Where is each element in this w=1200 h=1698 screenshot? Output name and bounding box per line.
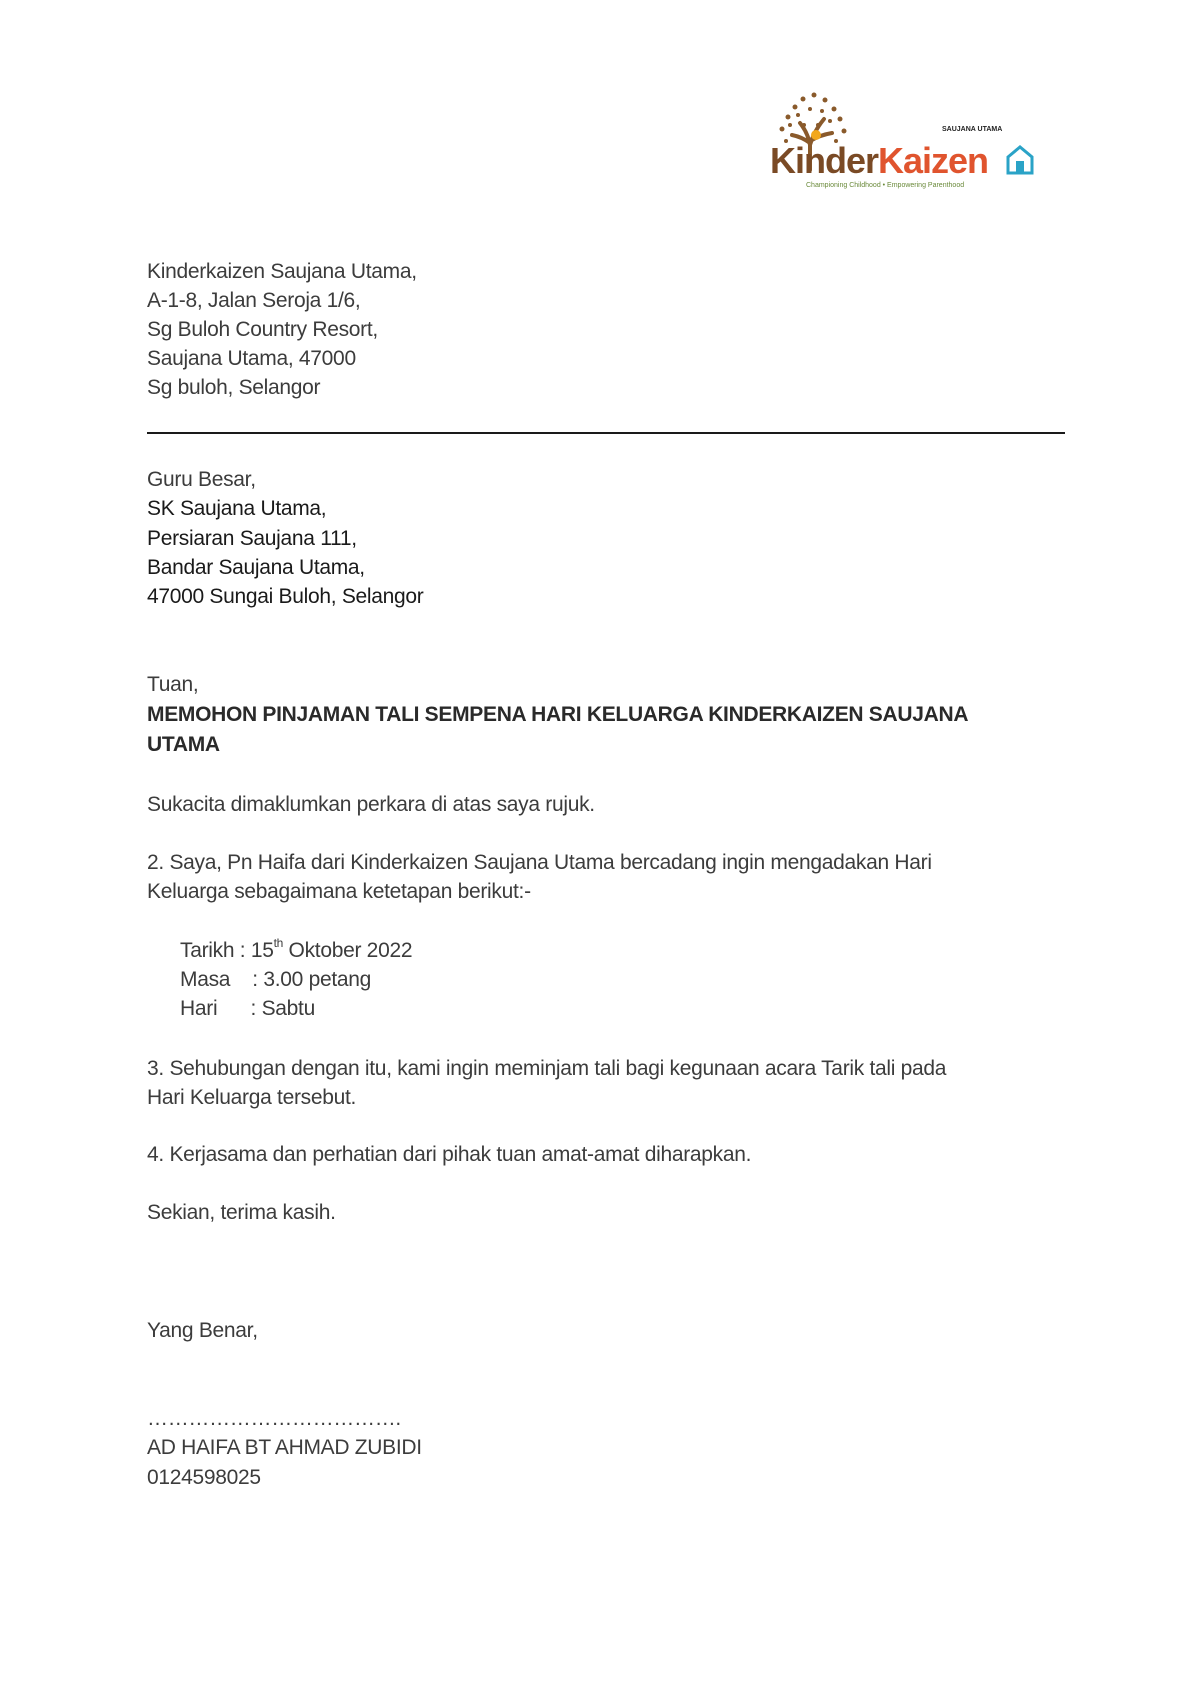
logo-brand-kinder: Kinder <box>770 140 879 181</box>
house-icon <box>1008 147 1032 173</box>
svg-text:KinderKaizen <box>770 140 988 181</box>
body-closing: Sekian, terima kasih. <box>147 1201 336 1224</box>
detail-tarikh-label: Tarikh : 15 <box>180 939 274 962</box>
recipient-line-4: Bandar Saujana Utama, <box>147 556 365 579</box>
divider-line <box>147 432 1065 434</box>
body-paragraph-2-line-2: Keluarga sebagaimana ketetapan berikut:- <box>147 880 531 903</box>
detail-masa: Masa : 3.00 petang <box>180 968 371 991</box>
logo-brand-kaizen: Kaizen <box>878 140 989 181</box>
sender-line-2: A-1-8, Jalan Seroja 1/6, <box>147 289 361 312</box>
recipient-line-1: Guru Besar, <box>147 468 256 491</box>
logo-slogan: Championing Childhood • Empowering Parenthood <box>806 182 965 189</box>
signature-dots: ………………………………. <box>147 1407 401 1430</box>
recipient-line-2: SK Saujana Utama, <box>147 497 327 520</box>
kinderkaizen-logo <box>770 85 1035 193</box>
sender-line-5: Sg buloh, Selangor <box>147 376 321 399</box>
body-paragraph-3-line-2: Hari Keluarga tersebut. <box>147 1086 357 1109</box>
sender-line-1: Kinderkaizen Saujana Utama, <box>147 260 417 283</box>
salutation: Tuan, <box>147 673 199 696</box>
signature-phone: 0124598025 <box>147 1466 261 1489</box>
detail-tarikh-rest: Oktober 2022 <box>283 939 413 962</box>
sender-line-3: Sg Buloh Country Resort, <box>147 318 378 341</box>
detail-hari: Hari : Sabtu <box>180 997 315 1020</box>
subject-line-1: MEMOHON PINJAMAN TALI SEMPENA HARI KELUARGA KINDERKAIZEN SAUJANA <box>147 703 969 726</box>
body-paragraph-2-line-1: 2. Saya, Pn Haifa dari Kinderkaizen Saujana Utama bercadang ingin mengadakan Hari <box>147 851 932 874</box>
detail-tarikh-sup: th <box>273 936 284 950</box>
signature-yours: Yang Benar, <box>147 1319 258 1342</box>
signature-name: AD HAIFA BT AHMAD ZUBIDI <box>147 1436 422 1459</box>
recipient-line-3: Persiaran Saujana 111, <box>147 527 357 550</box>
recipient-line-5: 47000 Sungai Buloh, Selangor <box>147 585 424 608</box>
sender-line-4: Saujana Utama, 47000 <box>147 347 356 370</box>
detail-tarikh <box>180 936 412 965</box>
body-paragraph-4: 4. Kerjasama dan perhatian dari pihak tuan amat-amat diharapkan. <box>147 1143 752 1166</box>
body-paragraph-3-line-1: 3. Sehubungan dengan itu, kami ingin meminjam tali bagi kegunaan acara Tarik tali pada <box>147 1057 947 1080</box>
logo-tagline: SAUJANA UTAMA <box>942 126 1003 133</box>
body-paragraph-1: Sukacita dimaklumkan perkara di atas saya rujuk. <box>147 793 595 816</box>
subject-line-2: UTAMA <box>147 733 220 756</box>
